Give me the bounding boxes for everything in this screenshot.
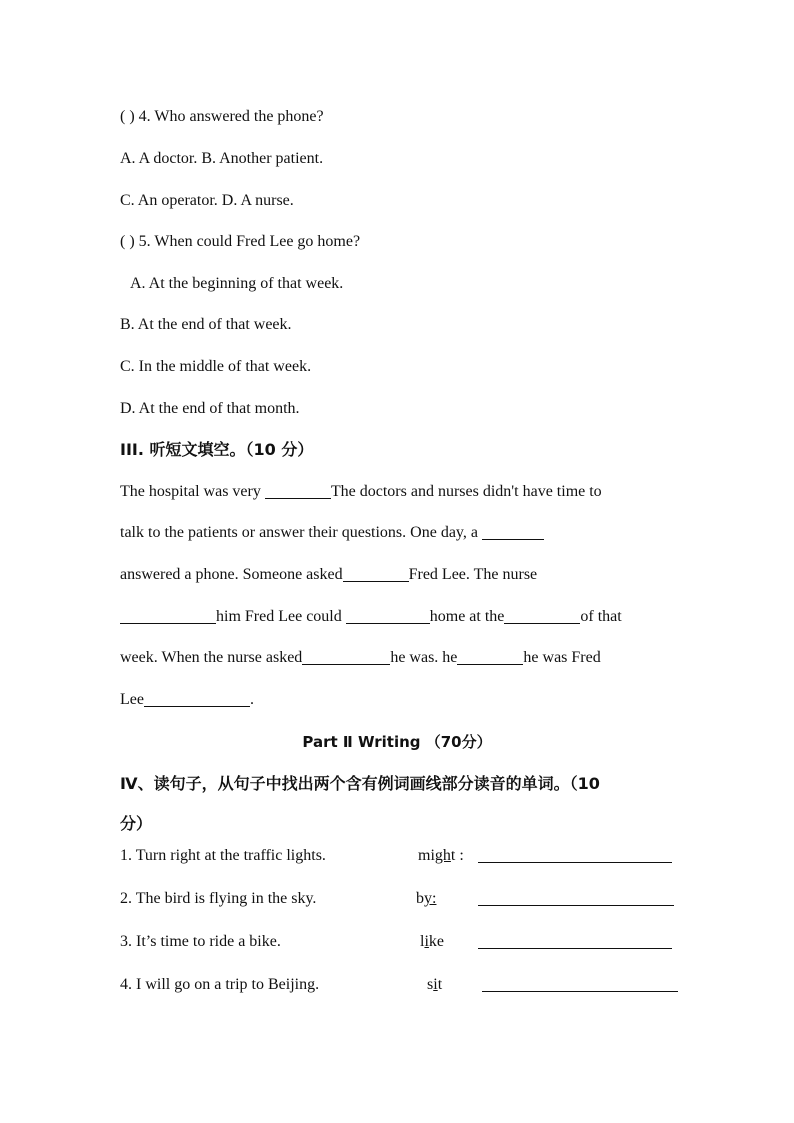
- word-part: s: [427, 976, 434, 993]
- question-4-options-ab: A. A doctor. B. Another patient.: [120, 150, 324, 167]
- fill-blank-8[interactable]: [457, 648, 523, 665]
- section-4-heading-cont: 分）: [120, 814, 153, 833]
- passage-text: answered a phone. Someone asked: [120, 566, 343, 583]
- sentence-item: 3. It’s time to ride a bike.: [120, 933, 281, 950]
- sentence-item: 4. I will go on a trip to Beijing.: [120, 976, 320, 993]
- example-word: [427, 975, 442, 995]
- fill-blank-2[interactable]: [482, 523, 544, 540]
- word-underlined-part: i: [424, 933, 429, 950]
- sentence-item: 2. The bird is flying in the sky.: [120, 890, 317, 907]
- word-part: mi: [418, 847, 435, 864]
- answer-line[interactable]: [478, 846, 672, 866]
- section-4-heading: Ⅳ、读句子，从句子中找出两个含有例词画线部分读音的单词。（10: [120, 774, 600, 793]
- sentence-item: 1. Turn right at the traffic lights.: [120, 847, 326, 864]
- passage-line-2: [120, 523, 544, 543]
- example-word: [420, 932, 444, 952]
- word-underlined-part: gh: [434, 847, 451, 864]
- question-5-option-c: C. In the middle of that week.: [120, 358, 312, 375]
- question-5-option-b: B. At the end of that week.: [120, 316, 292, 333]
- passage-text: home at the: [429, 608, 505, 625]
- passage-line-6: [120, 690, 254, 710]
- passage-text: The hospital was very: [120, 483, 265, 500]
- fill-blank-1[interactable]: [265, 482, 331, 499]
- word-underlined-part: i: [433, 976, 438, 993]
- fill-blank-4[interactable]: [120, 607, 216, 624]
- fill-blank-3[interactable]: [343, 565, 409, 582]
- word-part: t: [437, 976, 443, 993]
- passage-text: Lee: [120, 691, 144, 708]
- passage-text: Fred Lee. The nurse: [408, 566, 538, 583]
- passage-text: week. When the nurse asked: [120, 649, 303, 666]
- question-4: ( ) 4. Who answered the phone?: [120, 108, 324, 125]
- section-3-heading: III. 听短文填空。（10 分）: [120, 440, 314, 459]
- word-part: t :: [450, 847, 464, 864]
- question-5: ( ) 5. When could Fred Lee go home?: [120, 233, 361, 250]
- part-2-title: Part Ⅱ Writing （70分）: [302, 733, 492, 751]
- fill-blank-6[interactable]: [504, 607, 580, 624]
- passage-line-1: [120, 482, 602, 502]
- question-4-options-cd: C. An operator. D. A nurse.: [120, 192, 294, 209]
- fill-blank-9[interactable]: [144, 690, 250, 707]
- answer-line[interactable]: [478, 932, 672, 952]
- answer-line[interactable]: [482, 975, 678, 995]
- passage-text: him Fred Lee could: [216, 608, 346, 625]
- passage-text: The doctors and nurses didn't have time to: [330, 483, 602, 500]
- example-word: [416, 889, 436, 909]
- passage-line-3: [120, 565, 537, 585]
- passage-text: he was Fred: [523, 649, 601, 666]
- passage-text: .: [249, 691, 254, 708]
- question-5-option-a: A. At the beginning of that week.: [130, 275, 344, 292]
- passage-text: of that: [580, 608, 622, 625]
- fill-blank-5[interactable]: [346, 607, 430, 624]
- word-part: b: [416, 890, 424, 907]
- passage-text: he was. he: [390, 649, 458, 666]
- answer-line[interactable]: [478, 889, 674, 909]
- passage-line-4: [120, 607, 622, 627]
- example-word: [418, 846, 464, 866]
- word-part: l: [420, 933, 425, 950]
- fill-blank-7[interactable]: [302, 648, 390, 665]
- word-underlined-part: y:: [424, 890, 437, 907]
- passage-text: talk to the patients or answer their questions. One day, a: [120, 524, 482, 541]
- question-5-option-d: D. At the end of that month.: [120, 400, 300, 417]
- passage-line-5: [120, 648, 601, 668]
- word-part: ke: [428, 933, 445, 950]
